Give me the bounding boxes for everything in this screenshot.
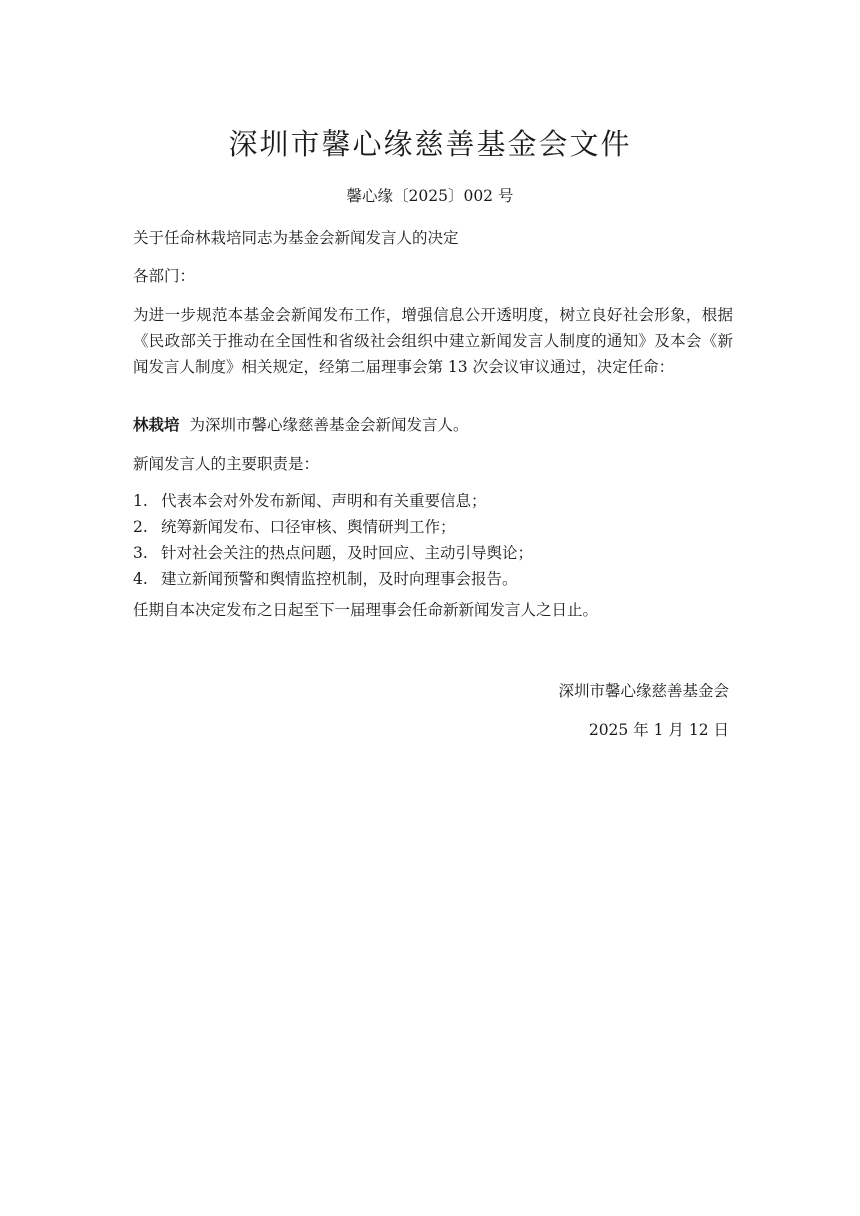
appointee-name: 林栽培 <box>133 415 180 434</box>
duty-text: 统筹新闻发布、口径审核、舆情研判工作； <box>161 518 456 536</box>
duty-text: 建立新闻预警和舆情监控机制，及时向理事会报告。 <box>161 570 518 588</box>
duties-intro: 新闻发言人的主要职责是： <box>133 455 320 473</box>
document-number: 馨心缘〔2025〕002 号 <box>346 187 514 205</box>
duties-list <box>133 490 733 594</box>
list-item <box>133 568 733 594</box>
appointment-line <box>133 413 733 435</box>
duty-text: 代表本会对外发布新闻、声明和有关重要信息； <box>161 492 487 510</box>
term-statement: 任期自本决定发布之日起至下一届理事会任命新新闻发言人之日止。 <box>133 601 599 619</box>
duty-number: 1. <box>133 492 148 510</box>
signature-organization: 深圳市馨心缘慈善基金会 <box>558 682 729 700</box>
list-item <box>133 516 733 542</box>
duty-number: 3. <box>133 544 148 562</box>
duty-number: 2. <box>133 518 148 536</box>
list-item <box>133 490 733 516</box>
document-subject: 关于任命林栽培同志为基金会新闻发言人的决定 <box>133 229 459 247</box>
duty-text: 针对社会关注的热点问题，及时回应、主动引导舆论； <box>161 544 534 562</box>
duty-number: 4. <box>133 570 148 588</box>
signature-date: 2025 年 1 月 12 日 <box>588 721 729 739</box>
salutation: 各部门： <box>133 267 196 285</box>
list-item <box>133 542 733 568</box>
appointment-text: 为深圳市馨心缘慈善基金会新闻发言人。 <box>189 416 469 434</box>
document-title: 深圳市馨心缘慈善基金会文件 <box>228 127 632 161</box>
body-paragraph: 为进一步规范本基金会新闻发布工作，增强信息公开透明度，树立良好社会形象，根据《民政部关于推动在全国性和省级社会组织中建立新闻发言人制度的通知》及本会《新闻发言人制度》相关规定，经第二届理事会第 13 次会议审议通过，决定任命： <box>133 306 733 376</box>
